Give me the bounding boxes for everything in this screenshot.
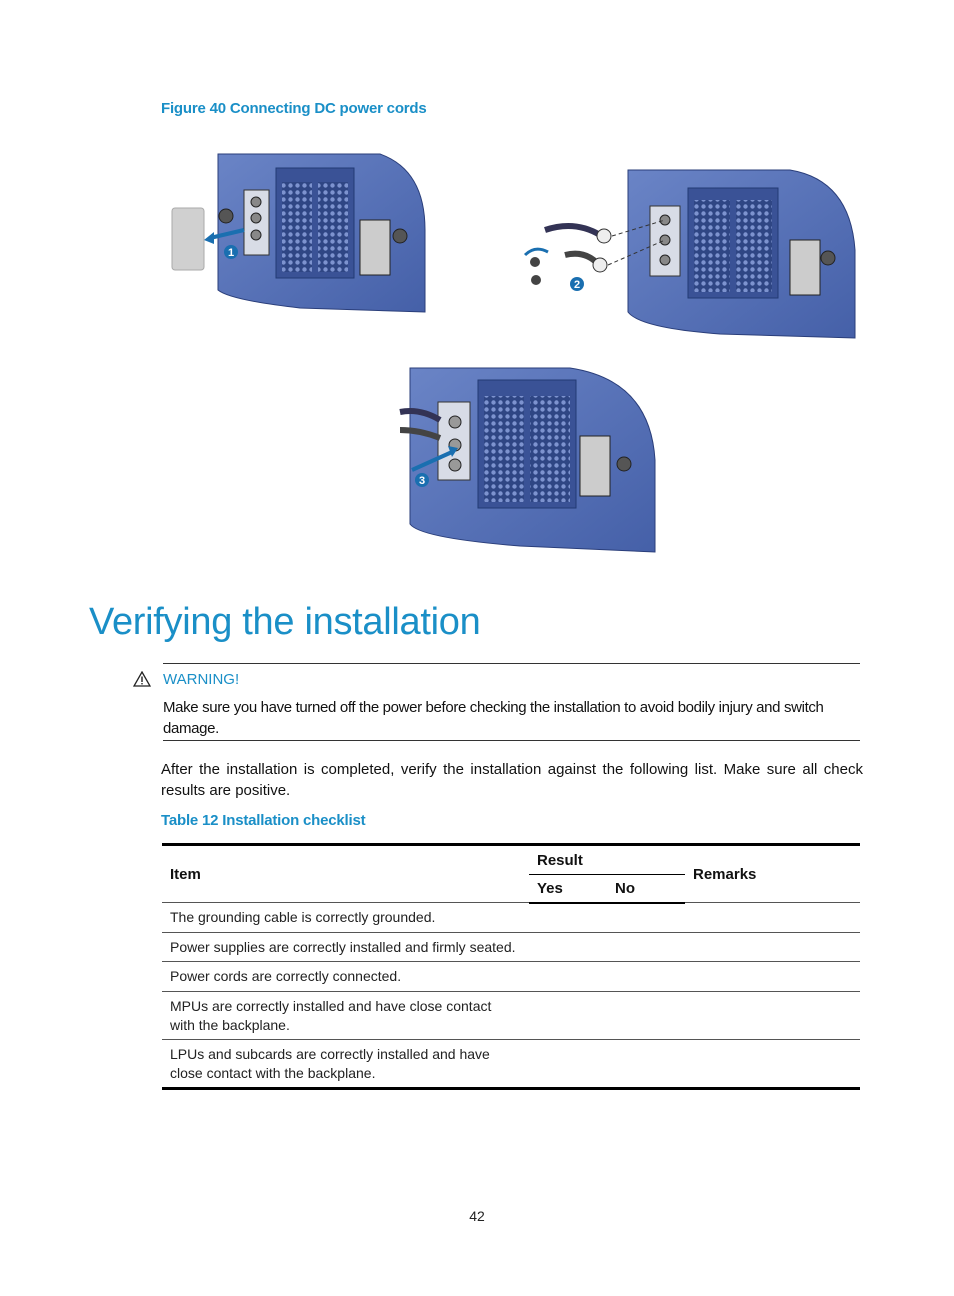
row-no: [607, 933, 685, 962]
row-item: Power supplies are correctly installed and firmly seated.: [162, 933, 529, 962]
page-number: 42: [469, 1208, 485, 1224]
table-row: [162, 933, 860, 962]
row-yes: [529, 962, 607, 992]
row-yes: [529, 933, 607, 962]
row-yes: [529, 1040, 607, 1089]
installation-checklist-table: [162, 843, 860, 1090]
row-no: [607, 962, 685, 992]
power-switch: [360, 220, 390, 275]
row-item: LPUs and subcards are correctly installed and have close contact with the backplane.: [162, 1040, 529, 1089]
warning-title: WARNING!: [163, 671, 240, 688]
table-row: [162, 903, 860, 933]
row-no: [607, 903, 685, 933]
row-yes: [529, 992, 607, 1040]
warning-text: Make sure you have turned off the power before checking the installation to avoid bodily injury and switch damage.: [163, 699, 824, 737]
step-3-label: 3: [418, 475, 426, 487]
step-1-label: 1: [227, 247, 235, 259]
row-remarks: [685, 962, 860, 992]
dc-power-cord-figure: [0, 140, 954, 560]
table-row: [162, 992, 860, 1040]
step-3-panel: [400, 368, 655, 552]
row-remarks: [685, 933, 860, 962]
screw: [219, 209, 233, 223]
header-result: Result: [529, 845, 685, 875]
row-item: Power cords are correctly connected.: [162, 962, 529, 992]
row-yes: [529, 903, 607, 933]
step-2-label: 2: [573, 279, 581, 291]
table-row: [162, 1040, 860, 1089]
header-no: No: [607, 875, 685, 903]
step-2-panel: [525, 170, 855, 338]
row-item: The grounding cable is correctly grounded.: [162, 903, 529, 933]
warning-triangle-icon: [133, 671, 151, 687]
table-caption: Table 12 Installation checklist: [161, 812, 366, 829]
row-no: [607, 992, 685, 1040]
step-1-panel: [172, 154, 425, 312]
intro-paragraph: After the installation is completed, verify the installation against the following list. Make sure all check results are positive.: [161, 761, 863, 799]
dc-power-illustration: [0, 140, 954, 560]
figure-caption: Figure 40 Connecting DC power cords: [161, 100, 427, 117]
section-heading: Verifying the installation: [89, 601, 481, 643]
warning-top-rule: [163, 663, 860, 664]
warning-bottom-rule: [163, 740, 860, 741]
header-remarks: Remarks: [685, 845, 860, 903]
terminal-cover: [172, 208, 204, 270]
row-remarks: [685, 903, 860, 933]
table-row: [162, 962, 860, 992]
power-cord: [545, 226, 600, 235]
row-item: MPUs are correctly installed and have close contact with the backplane.: [162, 992, 529, 1040]
row-no: [607, 1040, 685, 1089]
row-remarks: [685, 1040, 860, 1089]
header-yes: Yes: [529, 875, 607, 903]
header-item: Item: [162, 845, 529, 903]
row-remarks: [685, 992, 860, 1040]
